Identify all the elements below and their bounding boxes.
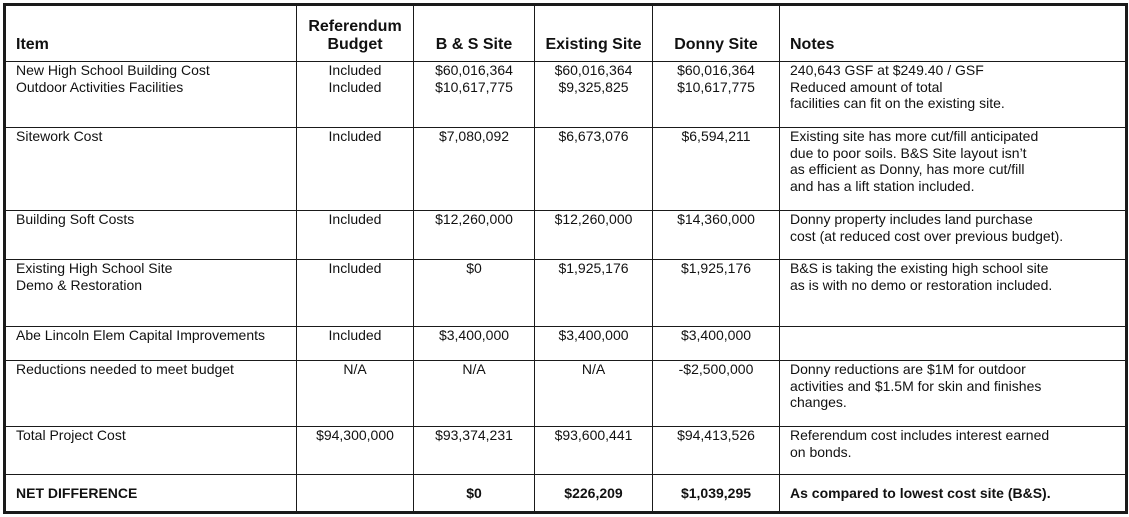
value-line: $93,600,441	[554, 427, 633, 443]
notes-line: due to poor soils. B&S Site layout isn’t	[790, 144, 1027, 161]
item-cell	[5, 211, 297, 260]
value-line: $93,374,231	[435, 427, 513, 443]
referendum-cell	[297, 260, 414, 327]
value-line: $3,400,000	[438, 327, 510, 343]
item-line: Existing High School Site	[16, 260, 173, 276]
value-line: Included	[328, 260, 382, 276]
header-donny-site: Donny Site	[653, 5, 780, 62]
value-line: $1,925,176	[558, 260, 629, 276]
value-line: N/A	[462, 361, 486, 377]
net-difference-existing-site: $226,209	[535, 475, 653, 513]
referendum-cell	[297, 327, 414, 361]
existing-site-cell	[535, 211, 653, 260]
header-bs-site: B & S Site	[414, 5, 535, 62]
referendum-cell	[297, 62, 414, 128]
notes-line: changes.	[790, 394, 847, 410]
value-line: $14,360,000	[677, 211, 755, 227]
notes-line: activities and $1.5M for skin and finishes	[790, 377, 1042, 394]
item-cell	[5, 361, 297, 427]
net-difference-row	[5, 475, 1127, 513]
item-line: Sitework Cost	[16, 128, 103, 144]
value-line: $3,400,000	[680, 327, 752, 343]
notes-line: Reduced amount of total	[790, 78, 943, 95]
notes-cell	[780, 260, 1127, 327]
item-line: Demo & Restoration	[16, 276, 143, 293]
value-line: $0	[466, 260, 482, 276]
item-line: Total Project Cost	[16, 427, 126, 443]
table-row	[5, 211, 1127, 260]
bs-site-cell	[414, 128, 535, 211]
net-difference-notes: As compared to lowest cost site (B&S).	[780, 475, 1127, 513]
value-line: $60,016,364	[677, 62, 755, 78]
notes-line: Donny reductions are $1M for outdoor	[790, 361, 1026, 377]
notes-line: and has a lift station included.	[790, 177, 975, 194]
value-line: Included	[328, 78, 382, 95]
table-row	[5, 361, 1127, 427]
notes-line: Donny property includes land purchase	[790, 211, 1033, 227]
bs-site-cell	[414, 361, 535, 427]
table-row	[5, 260, 1127, 327]
notes-cell	[780, 62, 1127, 128]
value-line: N/A	[343, 361, 367, 377]
item-line: New High School Building Cost	[16, 62, 210, 78]
value-line: $7,080,092	[438, 128, 510, 144]
item-cell	[5, 128, 297, 211]
value-line: Included	[328, 327, 382, 343]
notes-line: as efficient as Donny, has more cut/fill	[790, 161, 1025, 177]
value-line: $6,673,076	[558, 128, 629, 144]
bs-site-cell	[414, 427, 535, 475]
notes-line: B&S is taking the existing high school site	[790, 260, 1049, 276]
value-line: Included	[328, 62, 382, 78]
existing-site-cell	[535, 327, 653, 361]
donny-site-cell	[653, 62, 780, 128]
existing-site-cell	[535, 260, 653, 327]
notes-cell	[780, 128, 1127, 211]
bs-site-cell	[414, 327, 535, 361]
value-line: $12,260,000	[435, 211, 513, 227]
referendum-cell	[297, 128, 414, 211]
value-line: N/A	[581, 361, 606, 377]
header-referendum-line2: Budget	[327, 36, 383, 53]
bs-site-cell	[414, 260, 535, 327]
value-line: $9,325,825	[558, 78, 629, 95]
value-line: $1,925,176	[680, 260, 752, 276]
existing-site-cell	[535, 427, 653, 475]
cost-comparison-table	[3, 3, 1128, 514]
item-line: Outdoor Activities Facilities	[16, 78, 184, 95]
header-referendum-line1: Referendum	[308, 18, 402, 35]
notes-cell	[780, 427, 1127, 475]
item-line: Abe Lincoln Elem Capital Improvements	[16, 327, 266, 343]
net-difference-donny-site: $1,039,295	[653, 475, 780, 513]
item-cell	[5, 327, 297, 361]
notes-line: Referendum cost includes interest earned	[790, 427, 1050, 443]
value-line: $12,260,000	[554, 211, 633, 227]
value-line: $10,617,775	[435, 78, 513, 95]
item-cell	[5, 427, 297, 475]
donny-site-cell	[653, 361, 780, 427]
existing-site-cell	[535, 128, 653, 211]
referendum-cell	[297, 361, 414, 427]
existing-site-cell	[535, 62, 653, 128]
value-line: Included	[328, 128, 382, 144]
bs-site-cell	[414, 211, 535, 260]
header-row	[5, 5, 1127, 62]
value-line: $10,617,775	[677, 78, 755, 95]
donny-site-cell	[653, 211, 780, 260]
donny-site-cell	[653, 327, 780, 361]
notes-line: 240,643 GSF at $249.40 / GSF	[790, 62, 984, 78]
donny-site-cell	[653, 427, 780, 475]
value-line: $3,400,000	[558, 327, 629, 343]
notes-cell	[780, 361, 1127, 427]
notes-line: Existing site has more cut/fill anticipated	[790, 128, 1039, 144]
item-line: Reductions needed to meet budget	[16, 361, 234, 377]
table-row	[5, 128, 1127, 211]
value-line: $94,413,526	[677, 427, 755, 443]
value-line: $60,016,364	[554, 62, 633, 78]
value-line: $6,594,211	[681, 128, 751, 144]
notes-line: on bonds.	[790, 443, 852, 460]
value-line: Included	[328, 211, 382, 227]
net-difference-referendum	[297, 475, 414, 513]
header-notes: Notes	[780, 5, 1127, 62]
table-row	[5, 62, 1127, 128]
item-cell	[5, 260, 297, 327]
table-row	[5, 427, 1127, 475]
notes-cell	[780, 327, 1127, 361]
table-row	[5, 327, 1127, 361]
donny-site-cell	[653, 128, 780, 211]
donny-site-cell	[653, 260, 780, 327]
notes-line: cost (at reduced cost over previous budget).	[790, 227, 1064, 244]
referendum-cell	[297, 427, 414, 475]
bs-site-cell	[414, 62, 535, 128]
item-line: Building Soft Costs	[16, 211, 135, 227]
value-line: -$2,500,000	[678, 361, 754, 377]
referendum-cell	[297, 211, 414, 260]
value-line: $60,016,364	[435, 62, 513, 78]
header-item: Item	[5, 5, 297, 62]
existing-site-cell	[535, 361, 653, 427]
item-cell	[5, 62, 297, 128]
notes-cell	[780, 211, 1127, 260]
notes-line: facilities can fit on the existing site.	[790, 95, 1005, 111]
net-difference-label: NET DIFFERENCE	[5, 475, 297, 513]
header-existing-site: Existing Site	[535, 5, 653, 62]
net-difference-bs-site: $0	[414, 475, 535, 513]
header-referendum-budget	[297, 5, 414, 62]
value-line: $94,300,000	[316, 427, 394, 443]
notes-line: as is with no demo or restoration included.	[790, 276, 1053, 293]
